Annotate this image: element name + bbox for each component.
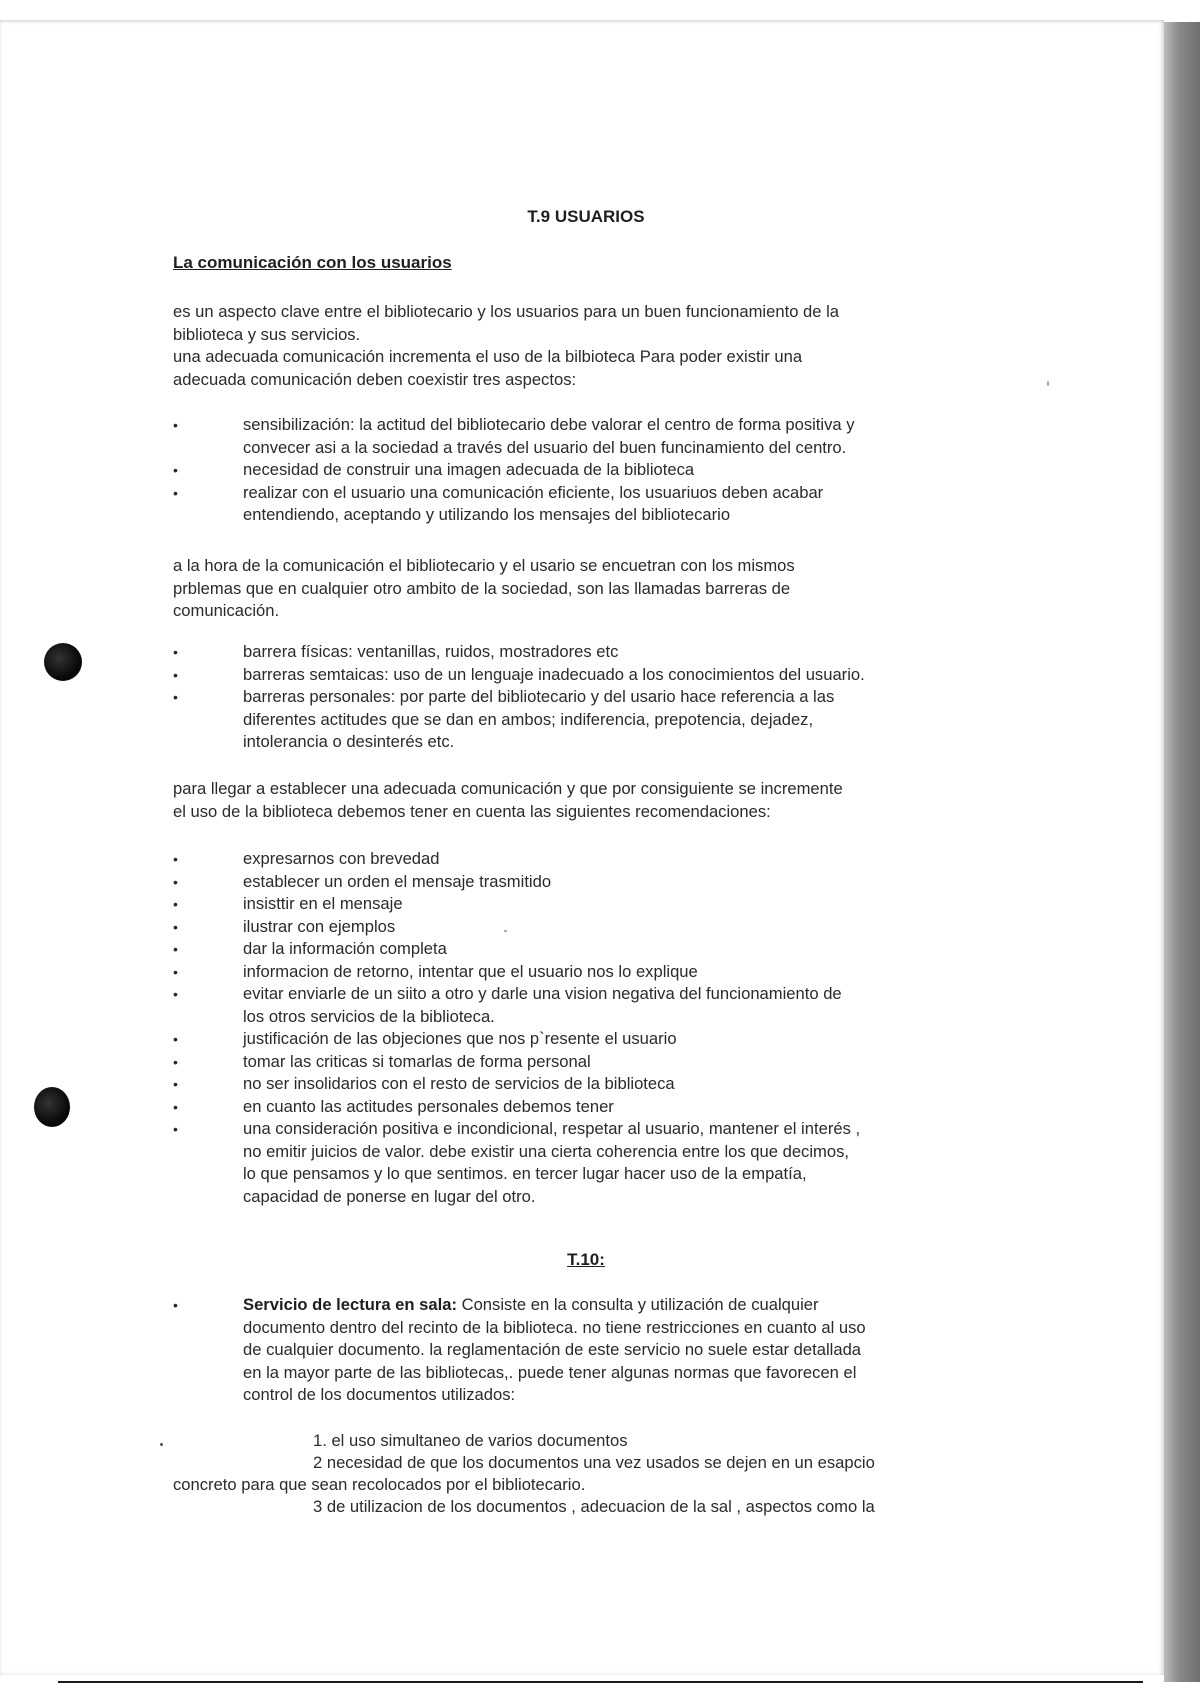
scan-edge bbox=[1164, 22, 1200, 1682]
list-item bbox=[173, 983, 993, 1028]
paragraph-intro: es un aspecto clave entre el bibliotecario y los usuarios para un buen funcionamiento de la biblioteca y sus servicios. una adecuada comunicación incrementa el uso de la bilbioteca Para poder existir una adecuada comunicación deben coexistir tres aspectos: bbox=[173, 302, 840, 389]
bullet-icon: • bbox=[173, 1297, 178, 1313]
punch-hole-icon bbox=[34, 1087, 70, 1127]
service-lead: Servicio de lectura en sala: bbox=[243, 1295, 457, 1314]
numbered-item-3: 3 de utilizacion de los documentos , adecuacion de la sal , aspectos como la bbox=[313, 1497, 875, 1516]
scan-top-margin bbox=[0, 0, 1200, 20]
bullet-icon: • bbox=[173, 462, 178, 478]
t10-heading: T.10: bbox=[567, 1250, 605, 1269]
list-item bbox=[173, 938, 993, 961]
bullet-icon: • bbox=[173, 1031, 178, 1047]
paragraph-recommendations: para llegar a establecer una adecuada comunicación y que por consiguiente se incremente el uso de la biblioteca debemos tener en cuenta las siguientes recomendaciones: bbox=[173, 779, 843, 821]
list-item-text: una consideración positiva e incondicional, respetar al usuario, mantener el interés , no emitir juicios de valor. debe existir una cierta coherencia entre los que decimos, lo que pensamos y lo que sentimos. en tercer lugar hacer uso de la empatía, capacidad de ponerse en lugar del otro. bbox=[243, 1119, 861, 1206]
page-title: T.9 USUARIOS bbox=[527, 207, 645, 226]
bullet-icon: • bbox=[173, 417, 178, 433]
list-item bbox=[173, 1028, 993, 1051]
bullet-icon: • bbox=[173, 1053, 178, 1070]
bullet-icon: • bbox=[173, 873, 178, 890]
bullet-icon: • bbox=[173, 896, 178, 912]
paragraph-barriers: a la hora de la comunicación el bibliotecario y el usario se encuetran con los mismos prblemas que en cualquier otro ambito de la sociedad, son las llamadas barreras de comunicación. bbox=[173, 556, 795, 620]
list-item-text: informacion de retorno, intentar que el usuario nos lo explique bbox=[243, 961, 698, 981]
list-item-text: sensibilización: la actitud del bibliotecario debe valorar el centro de forma positiva y convecer asi a la sociedad a través del usuario del buen funcinamiento del centro. bbox=[243, 415, 855, 457]
list-item-text: evitar enviarle de un siito a otro y darle una vision negativa del funcionamiento de los otros servicios de la biblioteca. bbox=[243, 984, 842, 1026]
bullet-icon: • bbox=[173, 484, 178, 501]
list-item bbox=[173, 1118, 993, 1208]
list-item-text: barreras personales: por parte del bibliotecario y del usario hace referencia a las diferentes actitudes que se dan en ambos; indiferencia, prepotencia, dejadez, intolerancia o desinterés etc. bbox=[243, 687, 835, 751]
list-item bbox=[173, 482, 993, 527]
bullet-icon: • bbox=[173, 918, 178, 935]
list-item bbox=[173, 893, 993, 916]
list-item bbox=[173, 1096, 993, 1119]
list-item-text: barrera físicas: ventanillas, ruidos, mostradores etc bbox=[243, 642, 619, 661]
bullet-icon: • bbox=[173, 666, 178, 683]
barriers-list bbox=[173, 641, 993, 754]
bottom-rule bbox=[58, 1681, 1143, 1683]
bullet-icon: • bbox=[173, 1076, 178, 1092]
list-item-text: expresarnos con brevedad bbox=[243, 849, 440, 868]
list-item bbox=[173, 871, 993, 894]
list-item bbox=[173, 848, 993, 871]
list-item-text: insisttir en el mensaje bbox=[243, 894, 403, 913]
list-item bbox=[173, 1051, 993, 1074]
list-item-text: necesidad de construir una imagen adecuada de la biblioteca bbox=[243, 460, 695, 479]
list-item bbox=[173, 664, 993, 687]
list-item-text: en cuanto las actitudes personales debemos tener bbox=[243, 1096, 614, 1116]
list-item bbox=[173, 1073, 993, 1096]
recommendations-list bbox=[173, 848, 993, 1208]
bullet-icon: • bbox=[173, 644, 178, 660]
numbered-item-2-continuation: concreto para que sean recolocados por el bibliotecario. bbox=[173, 1475, 586, 1494]
numbered-item-2: 2 necesidad de que los documentos una vez usados se dejen en un esapcio bbox=[313, 1453, 875, 1472]
bullet-icon: • bbox=[173, 1121, 178, 1137]
list-item bbox=[173, 414, 993, 459]
bullet-icon: • bbox=[173, 963, 178, 980]
list-item-text: dar la información completa bbox=[243, 939, 447, 958]
services-list bbox=[173, 1294, 993, 1407]
section-heading: La comunicación con los usuarios bbox=[173, 253, 452, 272]
numbered-item-1: 1. el uso simultaneo de varios documentos bbox=[313, 1431, 628, 1450]
bullet-icon: • bbox=[173, 941, 178, 957]
list-item bbox=[173, 641, 993, 664]
list-item bbox=[173, 459, 993, 482]
list-item-text: tomar las criticas si tomarlas de forma personal bbox=[243, 1051, 591, 1071]
punch-hole-icon bbox=[44, 643, 82, 681]
bullet-icon: • bbox=[173, 986, 178, 1002]
list-item-text: ilustrar con ejemplos bbox=[243, 916, 396, 936]
bullet-icon: • bbox=[173, 851, 178, 867]
list-item-text: no ser insolidarios con el resto de servicios de la biblioteca bbox=[243, 1074, 675, 1093]
list-item-text: justificación de las objeciones que nos p`resente el usuario bbox=[243, 1029, 677, 1048]
list-item bbox=[173, 686, 993, 754]
aspects-list bbox=[173, 414, 993, 527]
list-item bbox=[173, 1294, 993, 1407]
scan-speck bbox=[160, 1443, 163, 1446]
list-item-text: realizar con el usuario una comunicación eficiente, los usuariuos deben acabar entendiendo, aceptando y utilizando los mensajes del bibliotecario bbox=[243, 482, 824, 524]
list-item-text: barreras semtaicas: uso de un lenguaje inadecuado a los conocimientos del usuario. bbox=[243, 664, 865, 684]
list-item-text: establecer un orden el mensaje trasmitido bbox=[243, 871, 552, 891]
service-text: Consiste en la consulta y utilización de cualquier documento dentro del recinto de la biblioteca. no tiene restricciones en cuanto al uso de cualquier documento. la reglamentación de este servicio no suele estar detallada en la mayor parte de las bibliotecas,. puede tener algunas normas que favorecen el control de los documentos utilizados: bbox=[243, 1295, 866, 1404]
bullet-icon: • bbox=[173, 689, 178, 705]
list-item bbox=[173, 916, 993, 939]
list-item bbox=[173, 961, 993, 984]
scan-speck bbox=[1047, 381, 1049, 386]
bullet-icon: • bbox=[173, 1098, 178, 1115]
